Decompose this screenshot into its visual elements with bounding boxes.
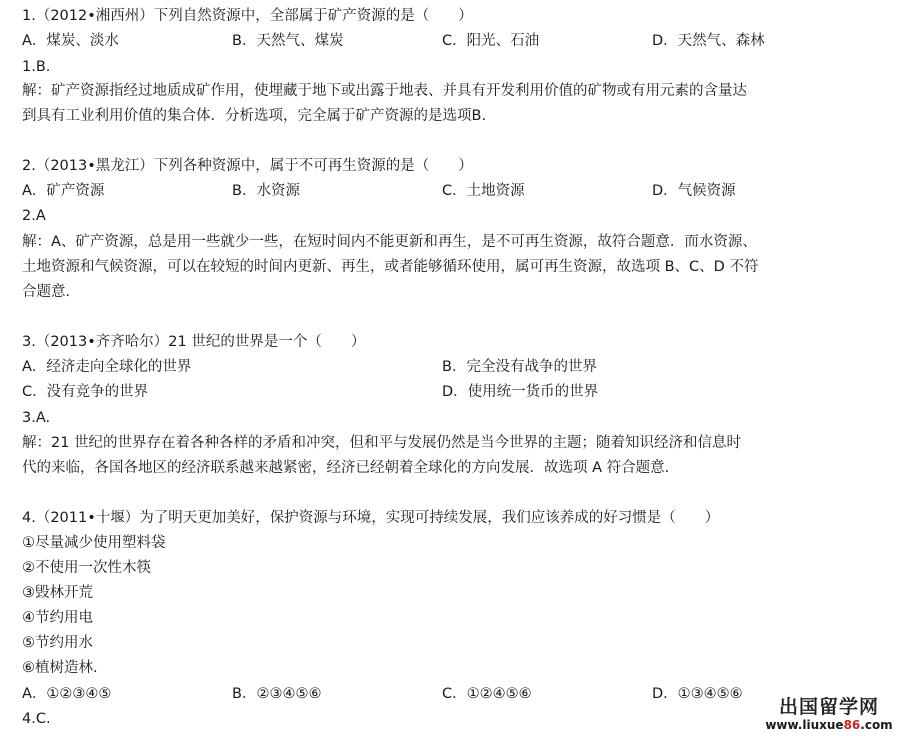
question-4-item-6: ⑥植树造林.	[22, 660, 98, 676]
site-watermark	[759, 696, 899, 734]
question-3-option-b: B．完全没有战争的世界	[442, 359, 597, 375]
question-4-item-3: ③毁林开荒	[22, 585, 93, 601]
question-3-explanation-line-1: 解：21 世纪的世界存在着各种各样的矛盾和冲突，但和平与发展仍然是当今世界的主题；随着知识经济和信息时	[22, 435, 742, 451]
question-3-explanation-line-2: 代的来临，各国各地区的经济联系越来越紧密，经济已经朝着全球化的方向发展．故选项 A 符合题意.	[22, 460, 670, 476]
question-1-option-c: C．阳光、石油	[442, 33, 540, 49]
question-1-option-b: B．天然气、煤炭	[232, 33, 344, 49]
question-1-explanation-line-1: 解：矿产资源指经过地质成矿作用，使埋藏于地下或出露于地表、并具有开发利用价值的矿物或有用元素的含量达	[22, 83, 747, 99]
question-3-option-a: A．经济走向全球化的世界	[22, 359, 192, 375]
question-1-option-a: A．煤炭、淡水	[22, 33, 119, 49]
question-2-explanation-line-3: 合题意.	[22, 284, 71, 300]
question-3-answer: 3.A.	[22, 410, 51, 426]
question-1-answer: 1.B.	[22, 59, 51, 75]
question-1-explanation-line-2: 到具有工业利用价值的集合体．分析选项，完全属于矿产资源的是选项B.	[22, 108, 487, 124]
watermark-url-suffix: .com	[860, 718, 893, 732]
question-3-option-c: C．没有竞争的世界	[22, 384, 149, 400]
question-4-option-b: B．②③④⑤⑥	[232, 686, 322, 702]
question-2-option-c: C．土地资源	[442, 183, 525, 199]
question-2-stem: 2.（2013•黑龙江）下列各种资源中，属于不可再生资源的是（ ）	[22, 158, 473, 174]
watermark-url-prefix: www.liuxue	[765, 718, 844, 732]
question-4-item-4: ④节约用电	[22, 610, 93, 626]
watermark-url-accent: 86	[843, 718, 861, 732]
question-4-option-a: A．①②③④⑤	[22, 686, 112, 702]
question-4-item-1: ①尽量减少使用塑料袋	[22, 535, 166, 551]
question-2-explanation-line-1: 解：A、矿产资源，总是用一些就少一些，在短时间内不能更新和再生，是不可再生资源，故符合题意．而水资源、	[22, 234, 757, 250]
question-2-option-d: D．气候资源	[652, 183, 736, 199]
question-2-option-b: B．水资源	[232, 183, 300, 199]
question-3-stem: 3.（2013•齐齐哈尔）21 世纪的世界是一个（ ）	[22, 334, 366, 350]
question-1-option-d: D．天然气、森林	[652, 33, 765, 49]
question-4-option-c: C．①②④⑤⑥	[442, 686, 532, 702]
question-4-answer: 4.C.	[22, 711, 51, 727]
question-2-answer: 2.A	[22, 208, 46, 224]
question-2-explanation-line-2: 土地资源和气候资源，可以在较短的时间内更新、再生，或者能够循环使用，属可再生资源，故选项 B、C、D 不符	[22, 259, 759, 275]
question-4-item-5: ⑤节约用水	[22, 635, 93, 651]
question-3-option-d: D．使用统一货币的世界	[442, 384, 599, 400]
question-4-option-d: D．①③④⑤⑥	[652, 686, 743, 702]
question-4-item-2: ②不使用一次性木筷	[22, 560, 151, 576]
watermark-url	[759, 718, 899, 732]
question-2-option-a: A．矿产资源	[22, 183, 105, 199]
question-1-stem: 1.（2012•湘西州）下列自然资源中，全部属于矿产资源的是（ ）	[22, 8, 473, 24]
question-4-stem: 4.（2011•十堰）为了明天更加美好，保护资源与环境，实现可持续发展，我们应该养成的好习惯是（ ）	[22, 510, 720, 526]
watermark-title: 出国留学网	[778, 696, 879, 718]
